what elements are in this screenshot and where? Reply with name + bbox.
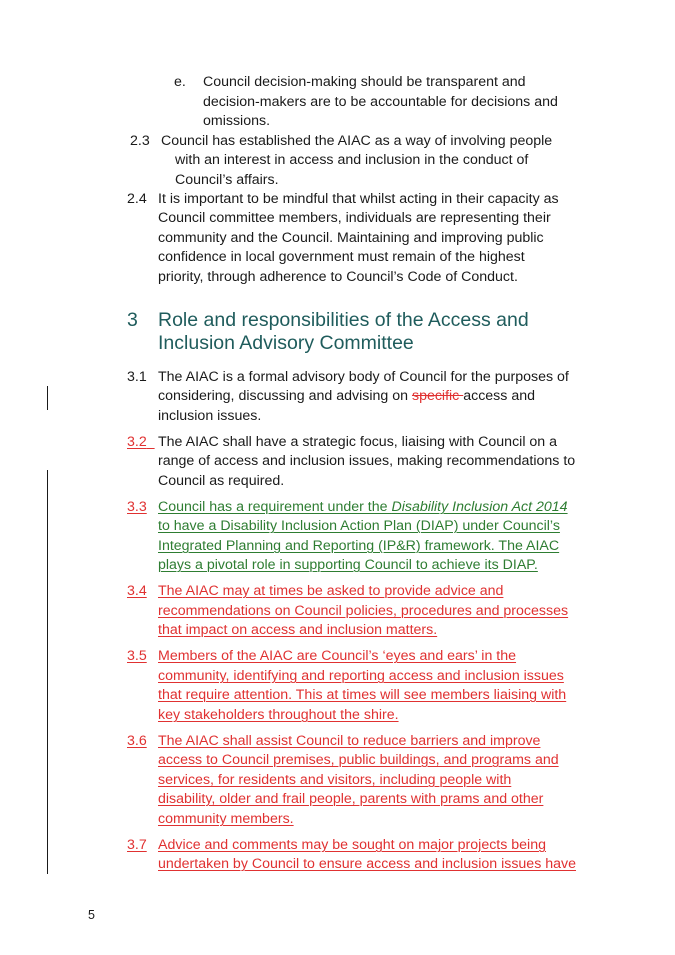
clause-text: services, for residents and visitors, including people with: [158, 772, 512, 788]
clause-text: The AIAC shall assist Council to reduce barriers and improve: [158, 733, 541, 749]
page-number: 5: [88, 908, 95, 922]
clause-number: 3.3: [127, 499, 147, 515]
clause-text: The AIAC may at times be asked to provide advice and: [158, 583, 504, 599]
clause-text: The AIAC shall have a strategic focus, liaising with Council on a: [158, 434, 558, 450]
clause-text: that require attention. This at times will see members liaising with: [158, 687, 567, 703]
clause-number: 2.3: [130, 133, 150, 149]
clause-text: range of access and inclusion issues, making recommendations to: [158, 453, 576, 469]
clause-text: priority, through adherence to Council’s Code of Conduct.: [158, 269, 518, 285]
clause-text: access to Council premises, public buildings, and programs and: [158, 752, 559, 768]
section-title: Inclusion Advisory Committee: [158, 332, 414, 354]
deleted-text: specific: [411, 388, 464, 404]
clause-text: disability, older and frail people, parents with prams and other: [158, 791, 544, 807]
clause-text: The AIAC is a formal advisory body of Council for the purposes of: [158, 369, 569, 385]
clause-text: Council committee members, individuals are representing their: [158, 210, 551, 226]
clause-text: community members.: [158, 811, 294, 827]
clause-text: that impact on access and inclusion matters.: [158, 622, 438, 638]
clause-text: Council as required.: [158, 473, 285, 489]
clause-number: 3.7: [127, 837, 147, 853]
clause-text: [158, 498, 568, 518]
clause-text: community, identifying and reporting access and inclusion issues: [158, 668, 564, 684]
list-label: e.: [174, 74, 186, 90]
clause-number-text: 3.2: [127, 434, 147, 450]
change-bar: [47, 386, 48, 410]
clause-number: 3.1: [127, 369, 147, 385]
clause-text: plays a pivotal role in supporting Council to achieve its DIAP.: [158, 557, 538, 573]
clause-text: recommendations on Council policies, procedures and processes: [158, 603, 569, 619]
clause-text: Advice and comments may be sought on major projects being: [158, 837, 546, 853]
clause-text: community and the Council. Maintaining and improving public: [158, 230, 544, 246]
clause-text: key stakeholders throughout the shire.: [158, 707, 399, 723]
clause-text: inclusion issues.: [158, 408, 262, 424]
clause-text: confidence in local government must remain of the highest: [158, 249, 525, 265]
clause-text-part: Council has a requirement under the: [158, 499, 392, 515]
section-number: 3: [127, 309, 138, 331]
clause-text: It is important to be mindful that whilst acting in their capacity as: [158, 191, 559, 207]
clause-text: Members of the AIAC are Council’s ‘eyes and ears’ in the: [158, 648, 517, 664]
list-text: Council decision-making should be transparent and: [203, 74, 526, 90]
change-bar: [47, 470, 48, 874]
clause-number: 3.6: [127, 733, 147, 749]
clause-text: Council has established the AIAC as a way of involving people: [161, 133, 553, 149]
clause-text-part: considering, discussing and advising on: [158, 388, 412, 404]
clause-number: 2.4: [127, 191, 147, 207]
clause-text: undertaken by Council to ensure access and inclusion issues have: [158, 856, 576, 872]
clause-text: Council’s affairs.: [175, 172, 279, 188]
list-text: omissions.: [203, 113, 271, 129]
clause-text-part: access and: [463, 388, 535, 404]
clause-text: [158, 387, 535, 407]
clause-text: with an interest in access and inclusion in the conduct of: [175, 152, 529, 168]
section-title: Role and responsibilities of the Access and: [158, 309, 529, 331]
clause-number: [127, 433, 155, 453]
list-text: decision-makers are to be accountable for decisions and: [203, 94, 558, 110]
clause-number: 3.5: [127, 648, 147, 664]
clause-number: 3.4: [127, 583, 147, 599]
clause-text: to have a Disability Inclusion Action Plan (DIAP) under Council’s: [158, 518, 560, 534]
act-title: Disability Inclusion Act 2014: [391, 499, 568, 515]
clause-text: Integrated Planning and Reporting (IP&R) framework. The AIAC: [158, 538, 560, 554]
